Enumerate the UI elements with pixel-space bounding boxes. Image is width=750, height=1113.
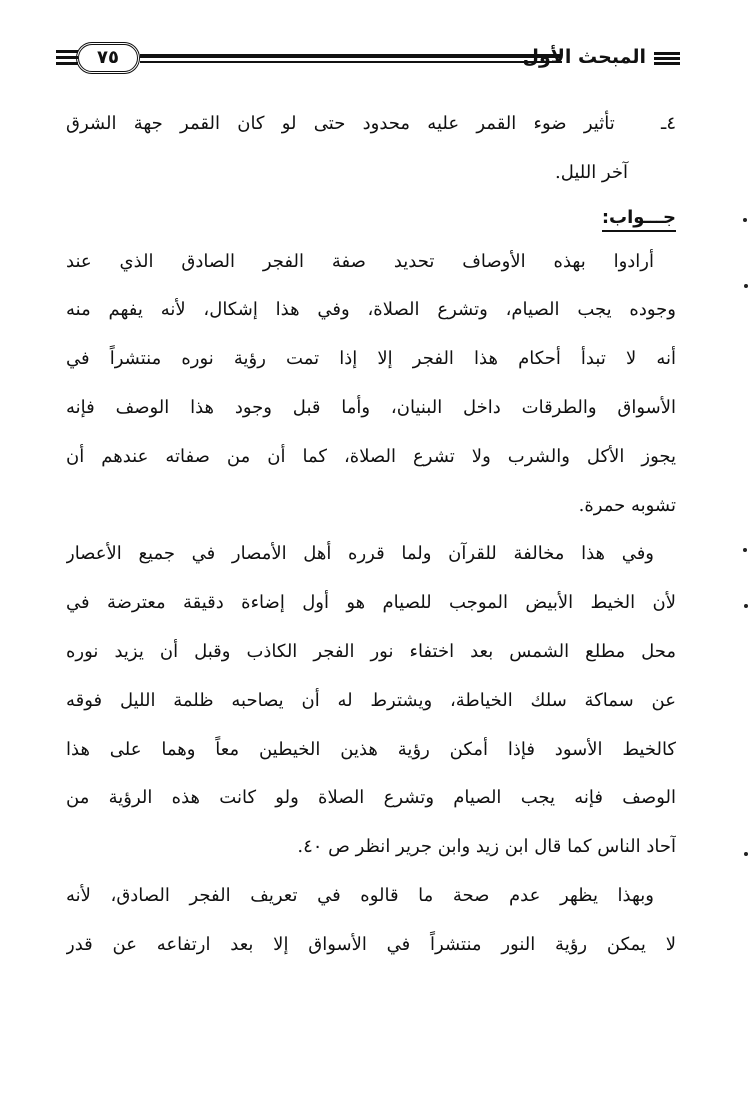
page-body — [66, 100, 676, 970]
paragraph-line: لا يمكن رؤية النور منتشراً في الأسواق إلا بعد ارتفاعه عن قدر — [66, 933, 676, 955]
paragraph-line: الوصف فإنه يجب الصيام وتشرع الصلاة ولو كانت هذه الرؤية من — [66, 787, 676, 809]
list-item-line: آخر الليل. — [554, 161, 628, 183]
page-number: ٧٥ — [76, 42, 140, 74]
chapter-title: المبحث الأول — [522, 46, 646, 68]
paragraph-line: أرادوا بهذه الأوصاف تحديد صفة الفجر الصادق الذي عند — [66, 250, 654, 272]
paragraph-line: يجوز الأكل والشرب ولا تشرع الصلاة، كما أن من صفاته عندهم أن — [66, 445, 676, 467]
scan-mark — [744, 604, 748, 608]
paragraph-line: وفي هذا مخالفة للقرآن ولما قرره أهل الأمصار في جميع الأعصار — [66, 543, 654, 565]
list-item-number: ٤ـ — [661, 113, 676, 134]
paragraph-line: وجوده يجب الصيام، وتشرع الصلاة، وفي هذا إشكال، لأنه يفهم منه — [66, 299, 676, 321]
list-item-text: تأثير ضوء القمر عليه محدود حتى لو كان القمر جهة الشرق — [66, 113, 615, 134]
page-header — [56, 38, 682, 82]
answer-heading-text: جـــواب: — [602, 207, 676, 232]
scan-mark — [743, 218, 747, 222]
answer-heading — [66, 198, 676, 238]
paragraph-line: تشوبه حمرة. — [578, 494, 676, 516]
scan-mark — [744, 852, 748, 856]
list-item-line — [66, 100, 676, 149]
header-ornament-right — [654, 52, 680, 66]
header-rule — [140, 52, 562, 66]
paragraph-line: وبهذا يظهر عدم صحة ما قالوه في تعريف الفجر الصادق، لأنه — [66, 884, 654, 906]
scan-mark — [743, 548, 747, 552]
paragraph-line: أنه لا تبدأ أحكام هذا الفجر إلا إذا تمت رؤية نوره منتشراً في — [66, 348, 676, 370]
header-ornament-left — [56, 50, 78, 66]
paragraph-line: الأسواق والطرقات داخل البنيان، وأما قبل وجود هذا الوصف فإنه — [66, 396, 676, 418]
paragraph-line: لأن الخيط الأبيض الموجب للصيام هو أول إضاءة دقيقة معترضة في — [66, 592, 676, 614]
paragraph-line: كالخيط الأسود فإذا أمكن رؤية هذين الخيطين معاً وهما على هذا — [66, 738, 676, 760]
paragraph-line: عن سماكة سلك الخياطة، ويشترط له أن يصاحبه ظلمة الليل فوقه — [66, 689, 676, 711]
paragraph-line: محل مطلع الشمس بعد اختفاء نور الفجر الكاذب وقبل أن يزيد نوره — [66, 640, 676, 662]
paragraph-line: آحاد الناس كما قال ابن زيد وابن جرير انظر ص ٤٠. — [297, 836, 676, 858]
scan-mark — [744, 284, 748, 288]
